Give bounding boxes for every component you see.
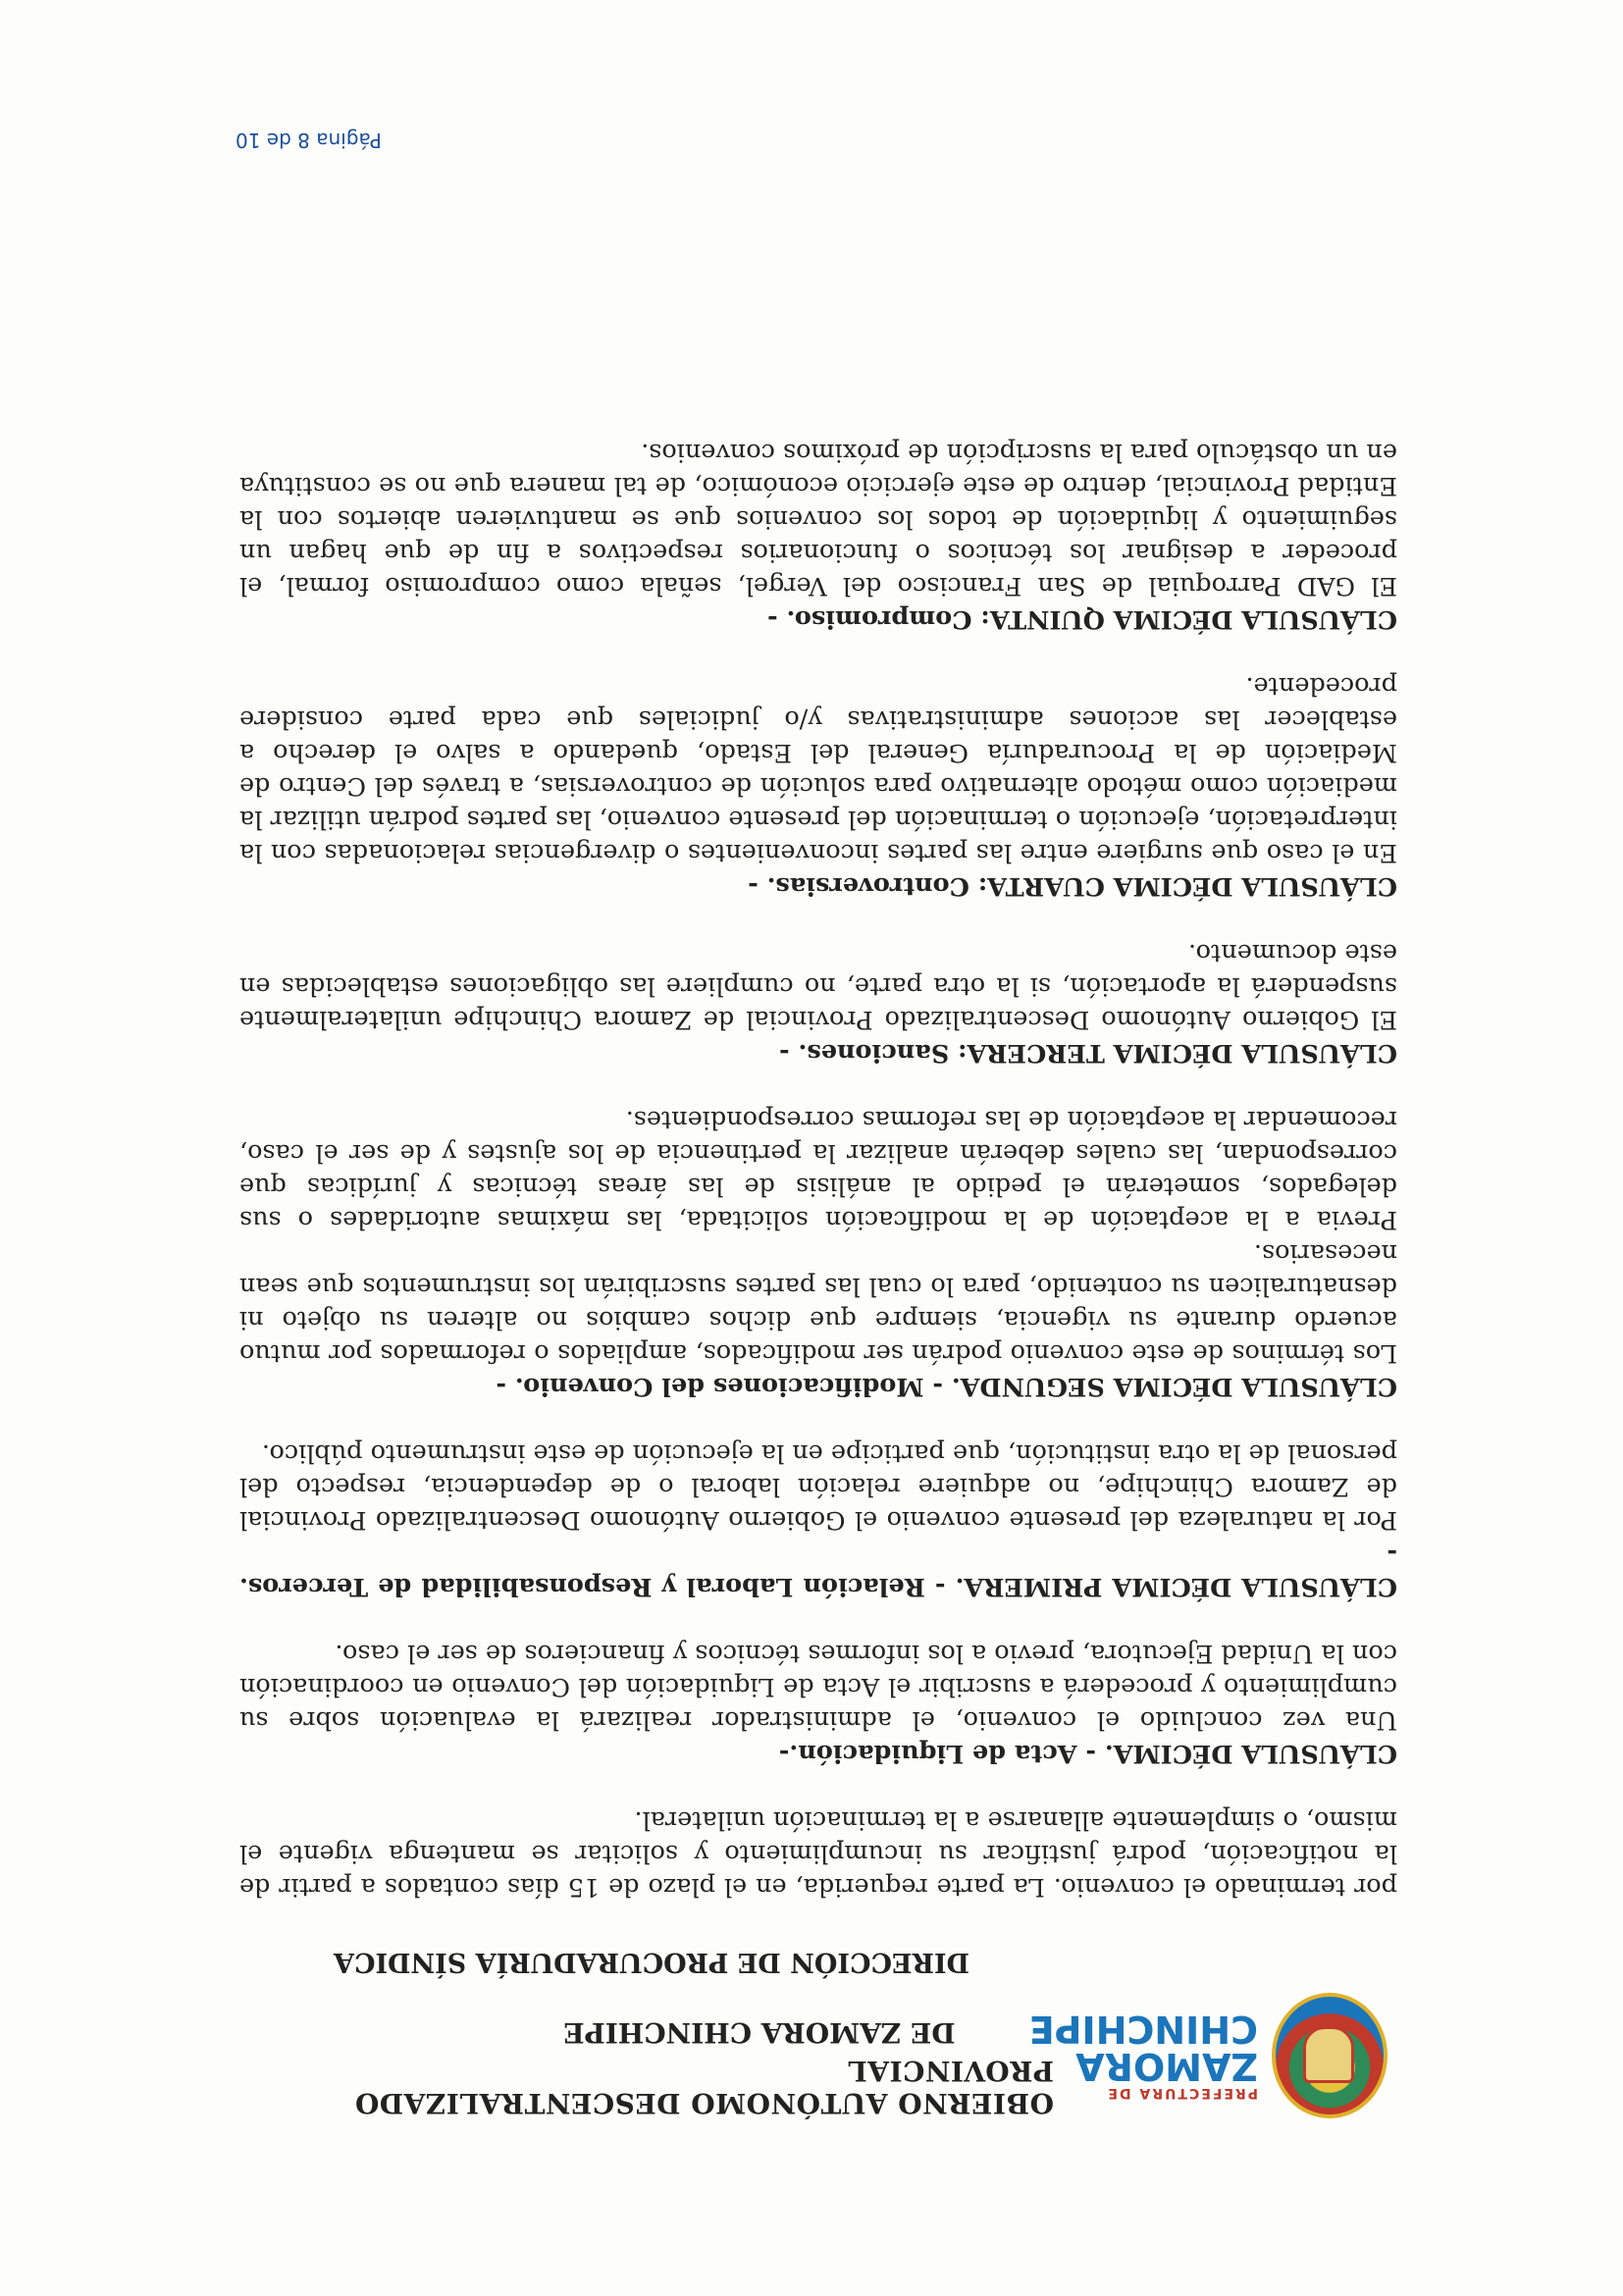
document-body [239,402,1397,1904]
clause-15-text: El GAD Parroquial de San Francisco del Vergel, señala como compromiso formal, el proceder a designar los técnicos o funcionarios respectivos a fin de que hagan un seguimiento y liquidación de todos los convenios que se mantuvieren abiertos con la Entidad Provincial, dentro de este ejercicio económico, de tal manera que no se constituya en un obstáculo para la suscripción de próximos convenios. [239,438,1397,600]
clause-12-text-2: Previa a la aceptación de la modificación solicitada, las máximas autoridades o sus delegados, someterán el pedido al análisis de las áreas técnicas y jurídicas que correspondan, las cuales deberán analizar la pertinencia de los ajustes y de ser el caso, recomendar la aceptación de las reformas correspondientes. [239,1105,1397,1234]
page-number: Página 8 de 10 [236,129,382,152]
letterhead [112,1933,1387,2129]
institution-name-line2: DE ZAMORA CHINCHIPE [563,2016,956,2049]
clause-12-text-1: Los términos de este convenio podrán ser modificados, ampliados o reformados por mutuo acuerdo durante su vigencia, siempre que dichos cambios no alteren su objeto ni desnaturalicen su contenido, para lo cual las partes suscribirán los instrumentos que sean necesarios. [239,1238,1397,1368]
clause-15-title: CLÁUSULA DÉCIMA QUINTA: Compromiso. - [767,604,1397,634]
paragraph-termination: por terminado el convenio. La parte requerida, en el plazo de 15 días contados a partir de la notificación, podrá justificar su incumplimiento y solicitar se mantenga vigente el mismo, o simplemente allanarse a la terminación unilateral. [239,1805,1397,1902]
clause-12-title: CLÁUSULA DÉCIMA SEGUNDA. - Modificaciones del Convenio. - [496,1372,1397,1401]
clause-10-title: CLÁUSULA DÉCIMA. - Acta de Liquidación.- [778,1739,1397,1768]
clause-14-title: CLÁUSULA DÉCIMA CUARTA: Controversias. - [748,871,1397,901]
prefectura-logo [1028,1982,1387,2129]
clause-13-text: El Gobierno Autónomo Descentralizado Provincial de Zamora Chinchipe unilateralmente suspenderá la aportación, si la otra parte, no cumpliere las obligaciones establecidas en este documento. [239,938,1397,1034]
clause-11-text: Por la naturaleza del presente convenio el Gobierno Autónomo Descentralizado Provincial de Zamora Chinchipe, no adquiere relación laboral o de dependencia, respecto del personal de la otra institución, que participe en la ejecución de este instrumento público. [239,1438,1397,1535]
logo-text [1029,2010,1258,2101]
clause-14-text: En el caso que surgiere entre las partes inconvenientes o divergencias relacionadas con la interpretación, ejecución o terminación del presente convenio, las partes podrán utilizar la mediación como método alternativo para solución de controversias, a través del Centro de Mediación de la Procuraduría General del Estado, quedando a salvo el derecho a establecer las acciones administrativas y/o judiciales que cada parte considere procedente. [239,671,1397,867]
clause-11-title: CLÁUSULA DÉCIMA PRIMERA. - Relación Laboral y Responsabilidad de Terceros. - [239,1539,1397,1601]
institution-titles [334,1947,1054,2119]
clause-13-title: CLÁUSULA DÉCIMA TERCERA: Sanciones. - [779,1038,1397,1068]
clause-10-text: Una vez concluido el convenio, el administrador realizará la evaluación sobre su cumplimiento y procederá a suscribir el Acta de Liquidación del Convenio en coordinación con la Unidad Ejecutora, previo a los informes técnicos y financieros de ser el caso. [239,1639,1397,1735]
logo-line2: CHINCHIPE [1028,2008,1258,2051]
logo-small-text: PREFECTURA DE [1106,2085,1258,2101]
coat-of-arms-icon [1272,1993,1387,2118]
logo-line1: ZAMORA [1075,2045,1258,2088]
institution-name-line1: OBIERNO AUTÓNOMO DESCENTRALIZADO PROVINCIAL [354,2055,1054,2119]
department-name: DIRECCIÓN DE PROCURADURÍA SÍNDICA [334,1947,970,1977]
